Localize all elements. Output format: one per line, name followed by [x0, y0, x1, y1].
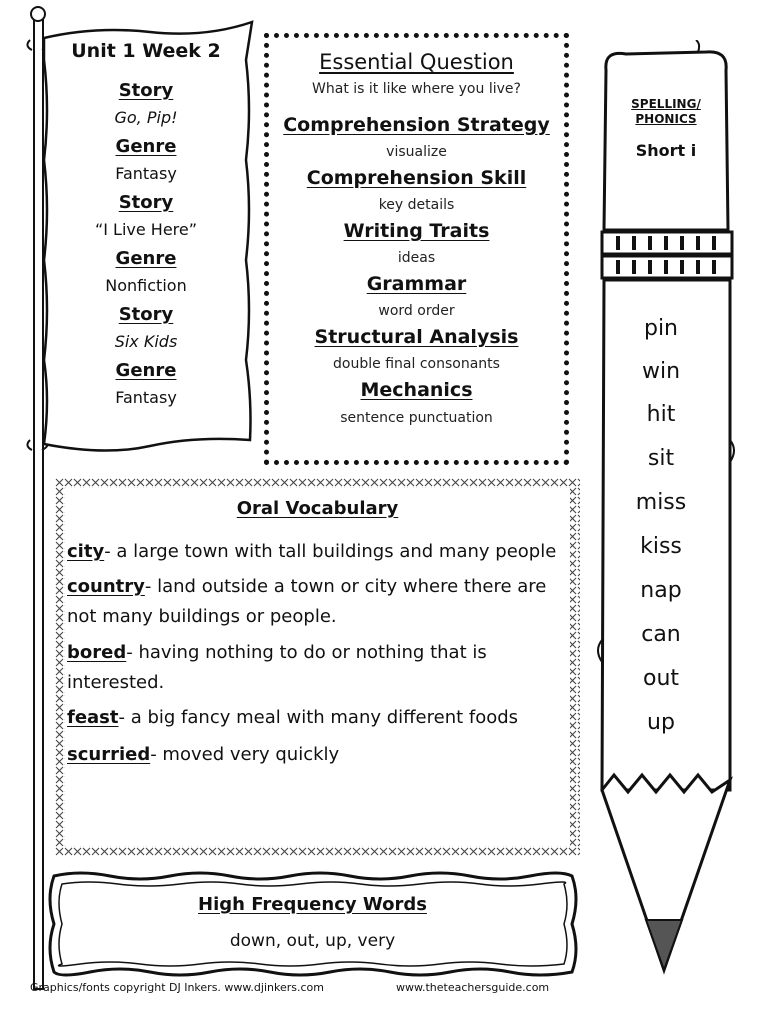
spelling-word: pin [643, 316, 679, 341]
vocab-entry-bored [67, 638, 567, 698]
spelling-word: hit [646, 402, 676, 427]
spelling-label-line1: SPELLING/ [631, 97, 701, 111]
spelling-label-line2: PHONICS [635, 112, 697, 126]
story-1-title: Go, Pip! [114, 108, 178, 127]
unit-week-title: Unit 1 Week 2 [71, 40, 221, 62]
writing-traits-value: ideas [397, 250, 436, 266]
vocab-term: city [67, 541, 105, 562]
mechanics-heading: Mechanics [360, 379, 473, 401]
spelling-word: miss [635, 490, 687, 515]
grammar-value: word order [378, 303, 455, 319]
vocab-entry-city [67, 537, 567, 567]
essential-question-heading: Essential Question [319, 50, 514, 74]
structural-analysis-value: double final consonants [333, 356, 500, 372]
vocab-definition: - having nothing to do or nothing that is interested. [67, 642, 487, 693]
comprehension-skill-value: key details [378, 197, 455, 213]
footer-website: www.theteachersguide.com [396, 981, 550, 994]
mechanics-value: sentence punctuation [340, 410, 493, 426]
genre-1-heading: Genre [115, 136, 177, 157]
vocab-definition: - moved very quickly [150, 744, 340, 765]
footer-copyright: Graphics/fonts copyright DJ Inkers. www.djinkers.com [30, 981, 324, 994]
high-frequency-words: down, out, up, very [229, 931, 396, 951]
essential-question-text: What is it like where you live? [312, 81, 521, 97]
spelling-word: up [647, 710, 675, 735]
spelling-word: sit [647, 446, 675, 471]
spelling-word: out [642, 666, 680, 691]
vocab-definition: - a large town with tall buildings and many people [104, 541, 557, 562]
spelling-word: can [641, 622, 681, 647]
vocab-entry-country [67, 572, 567, 632]
genre-2-heading: Genre [115, 248, 177, 269]
story-1-heading: Story [118, 80, 174, 101]
comprehension-skill-heading: Comprehension Skill [306, 167, 527, 189]
genre-2-value: Nonfiction [105, 276, 187, 295]
spelling-word: nap [640, 578, 682, 603]
structural-analysis-heading: Structural Analysis [314, 326, 519, 348]
pencil-graphic [596, 40, 746, 1015]
genre-1-value: Fantasy [115, 164, 177, 183]
vocab-term: feast [67, 707, 119, 728]
vocab-term: scurried [67, 744, 151, 765]
comprehension-strategy-value: visualize [386, 144, 447, 160]
writing-traits-heading: Writing Traits [343, 220, 490, 242]
story-2-title: “I Live Here” [94, 220, 198, 239]
vocab-definition: - land outside a town or city where there are not many buildings or people. [67, 576, 547, 627]
genre-3-value: Fantasy [115, 388, 177, 407]
vocab-term: bored [67, 642, 127, 663]
high-frequency-title: High Frequency Words [198, 894, 427, 915]
high-frequency-frame [40, 868, 585, 980]
story-3-title: Six Kids [114, 332, 178, 351]
spelling-word: kiss [640, 534, 682, 559]
story-2-heading: Story [118, 192, 174, 213]
spelling-word: win [641, 359, 681, 384]
genre-3-heading: Genre [115, 360, 177, 381]
comprehension-strategy-heading: Comprehension Strategy [283, 114, 550, 136]
story-3-heading: Story [118, 304, 174, 325]
vocab-entry-feast [67, 703, 567, 733]
grammar-heading: Grammar [366, 273, 467, 295]
essential-question-box [264, 33, 569, 465]
oral-vocabulary-title: Oral Vocabulary [236, 498, 399, 519]
vocab-term: country [67, 576, 145, 597]
vocab-definition: - a big fancy meal with many different foods [118, 707, 519, 728]
vocab-entry-scurried [67, 740, 567, 770]
spelling-pattern: Short i [635, 141, 697, 160]
